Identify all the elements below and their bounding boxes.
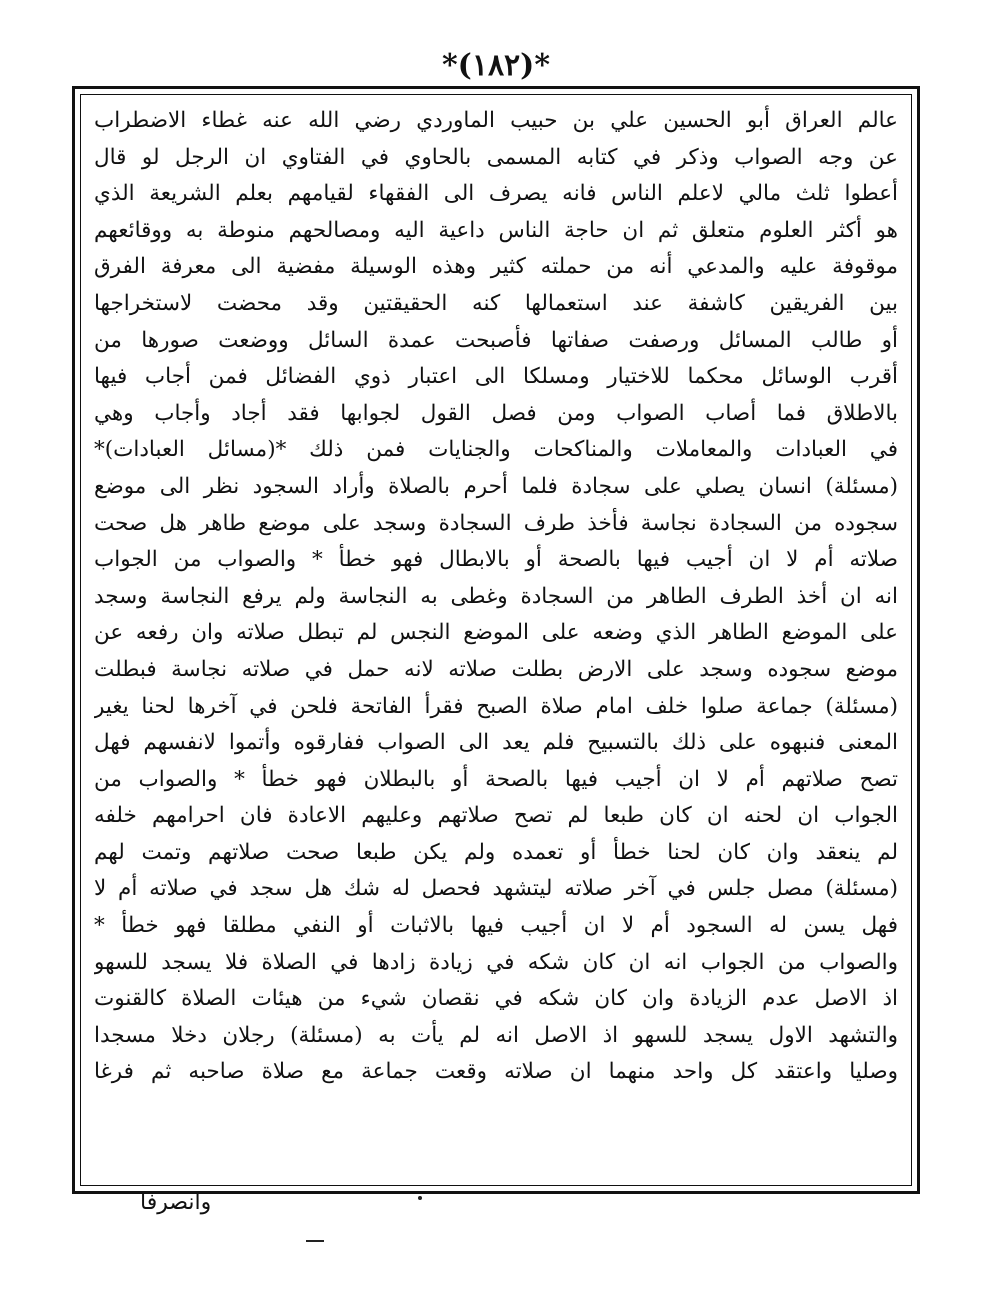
scan-speck: [418, 1196, 422, 1200]
text-line: على الموضع الطاهر الذي وضعه على الموضع النجس لم تبطل صلاته وان رفعه عن: [94, 620, 898, 646]
text-line: فهل يسن له السجود أم لا ان أجيب فيها بالاثبات أو النفي مطلقا فهو خطأ *: [94, 913, 898, 939]
text-line: صلاته أم لا ان أجيب فيها بالصحة أو بالابطال فهو خطأ * والصواب من الجواب: [94, 547, 898, 573]
text-line: في العبادات والمعاملات والمناكحات والجنايات فمن ذلك *(مسائل العبادات)*: [94, 437, 898, 463]
text-line: وصليا واعتقد كل واحد منهما ان صلاته وقعت جماعة مع صلاة صاحبه ثم فرغا: [94, 1059, 898, 1085]
text-line: أو طالب المسائل ورصفت صفاتها فأصبحت عمدة السائل ووضعت صورها من: [94, 327, 898, 353]
text-line: عن وجه الصواب وذكر في كتابه المسمى بالحاوي في الفتاوي ان الرجل لو قال: [94, 144, 898, 170]
text-line: (مسئلة) مصل جلس في آخر صلاته ليتشهد فحصل له شك هل سجد في صلاته أم لا: [94, 876, 898, 902]
text-line: والصواب من الجواب انه ان كان شكه في زيادة زادها في الصلاة فلا يسجد للسهو: [94, 949, 898, 975]
text-line: أقرب الوسائل محكما للاختيار ومسلكا الى اعتبار ذوي الفضائل فمن أجاب فيها: [94, 364, 898, 390]
catchword: وانصرفا: [140, 1190, 212, 1215]
text-line: أعطوا ثلث مالي لاعلم الناس فانه يصرف الى الفقهاء لقيامهم بعلم الشريعة الذي: [94, 181, 898, 207]
text-line: (مسئلة) جماعة صلوا خلف امام صلاة الصبح فقرأ الفاتحة فلحن في آخرها لحنا يغير: [94, 693, 898, 719]
text-line: هو أكثر العلوم متعلق ثم ان حاجة الناس داعية اليه ومصالحهم منوطة به ووقائعهم: [94, 217, 898, 243]
text-line: المعنى فنبهوه على ذلك بالتسبيح فلم يعد الى الصواب ففارقوه وأتموا لانفسهم فهل: [94, 730, 898, 756]
text-line: سجوده من السجادة نجاسة فأخذ طرف السجادة وسجد على موضع طاهر هل صحت: [94, 510, 898, 536]
text-line: اذ الاصل عدم الزيادة وان كان شكه في نقصان شيء من هيئات الصلاة كالقنوت: [94, 986, 898, 1012]
text-line: بالاطلاق فما أصاب الصواب ومن فصل القول لجوابها فقد أجاد وأجاب وهي: [94, 400, 898, 426]
text-line: والتشهد الاول يسجد للسهو اذ الاصل انه لم يأت به (مسئلة) رجلان دخلا مسجدا: [94, 1022, 898, 1048]
text-line: عالم العراق أبو الحسين علي بن حبيب الماوردي رضي الله عنه غطاء الاضطراب: [94, 108, 898, 133]
text-line: لم ينعقد وان كان لحنا خطأ أو تعمده ولم يكن طبعا صحت صلاتهم وتمت لهم: [94, 839, 898, 865]
text-line: موقوفة عليه والمدعي أنه من حملته كثير وهذه الوسيلة مفضية الى معرفة الفرق: [94, 254, 898, 280]
page-number: *(١٨٢)*: [441, 48, 551, 83]
text-line: بين الفريقين كاشفة عند استعمالها كنه الحقيقتين وقد محضت لاستخراجها: [94, 290, 898, 316]
text-line: انه ان أخذ الطرف الطاهر من السجادة وغطى به النجاسة ولم يرفع النجاسة وسجد: [94, 583, 898, 609]
text-line: تصح صلاتهم أم لا ان أجيب فيها بالصحة أو بالبطلان فهو خطأ * والصواب من: [94, 766, 898, 792]
text-line: الجواب ان لحنه ان كان طبعا لم تصح صلاتهم وعليهم الاعادة فان احرامهم خلفه: [94, 803, 898, 829]
body-text: [94, 103, 898, 1091]
text-line: (مسئلة) انسان يصلي على سجادة فلما أحرم بالصلاة وأراد السجود نظر الى موضع: [94, 473, 898, 499]
text-line: موضع سجوده وسجد على الارض بطلت صلاته لانه حمل في صلاته نجاسة فبطلت: [94, 656, 898, 682]
scan-speck: [306, 1240, 324, 1242]
